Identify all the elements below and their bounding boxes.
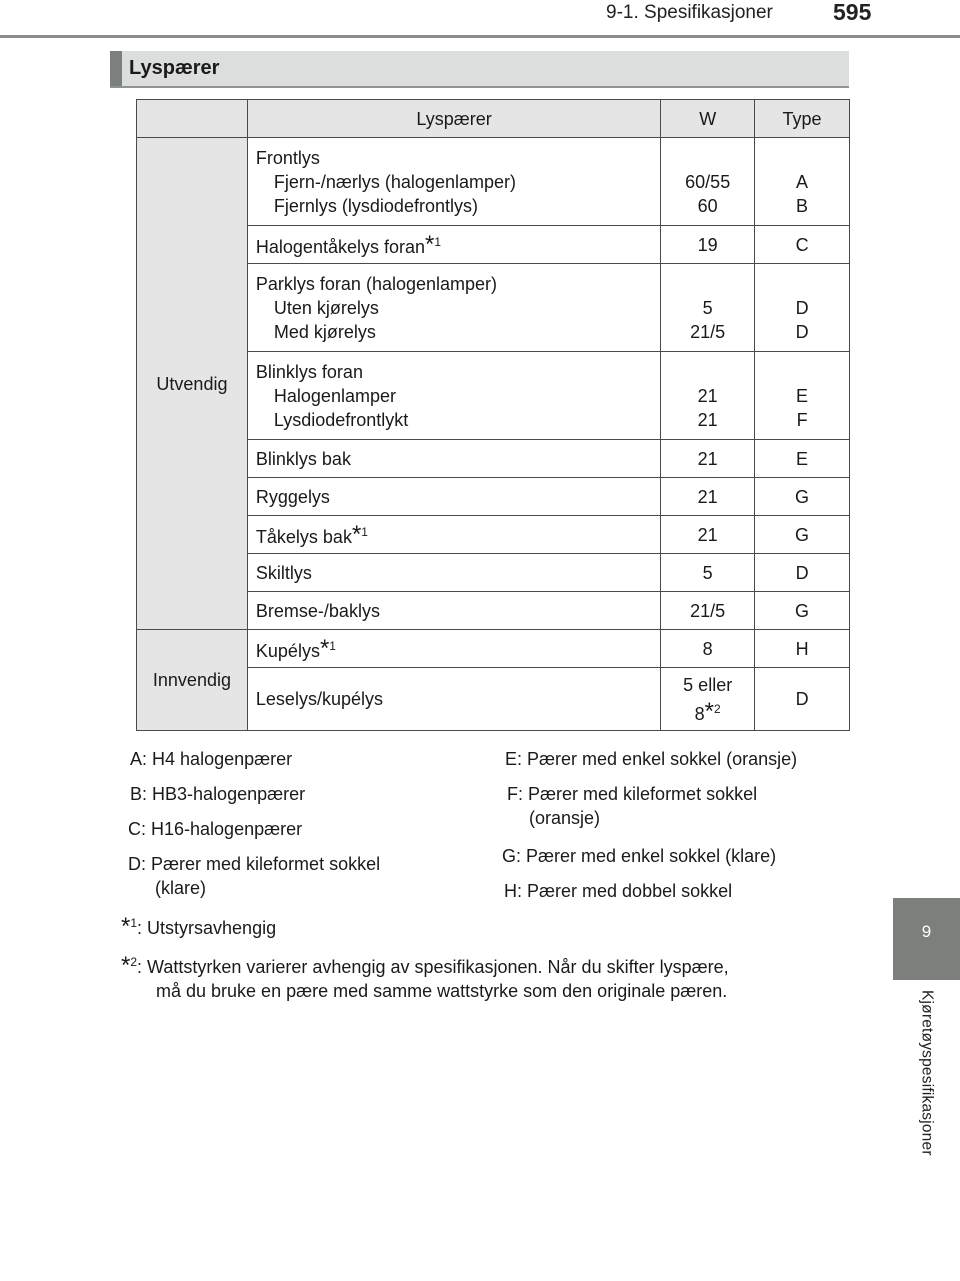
chapter-tab-label: Kjøretøyspesifikasjoner — [918, 990, 936, 1156]
legend-key: C: — [128, 819, 146, 839]
legend-text: Pærer med enkel sokkel (klare) — [526, 846, 777, 866]
footnote-star-icon: * — [319, 635, 330, 662]
bulb-name-cell — [247, 516, 660, 554]
bulb-name-cell — [247, 138, 660, 226]
bulb-name: Tåkelys bak — [255, 527, 352, 547]
footnote-text: må du bruke en pære med samme wattstyrke som den originale pæren. — [156, 981, 728, 1001]
category-exterior: Utvendig — [137, 138, 248, 630]
legend-text: (oransje) — [529, 808, 601, 828]
watt-value: 21 — [697, 385, 718, 406]
watt-cell — [661, 264, 755, 352]
bulb-sub-name: Fjernlys (lysdiodefrontlys) — [273, 195, 478, 216]
type-value: D — [755, 554, 850, 592]
section-header-bar — [110, 51, 122, 86]
bulb-sub-name: Lysdiodefrontlykt — [273, 409, 409, 430]
column-header-watt: W — [661, 100, 755, 138]
chapter-tab-label-container — [893, 990, 960, 1205]
type-value: G — [755, 516, 850, 554]
type-cell — [755, 264, 850, 352]
type-value: B — [796, 195, 809, 216]
bulb-name: Halogentåkelys foran — [255, 237, 426, 257]
legend-key: D: — [128, 854, 146, 874]
watt-value: 21 — [697, 409, 718, 430]
section-header — [110, 51, 849, 88]
watt-cell — [661, 668, 755, 731]
watt-value: 5 — [702, 297, 713, 318]
bulb-name: Frontlys — [255, 147, 320, 168]
bulb-name: Parklys foran (halogenlamper) — [255, 273, 498, 294]
type-value: D — [795, 321, 809, 342]
section-title: Lyspærer — [129, 57, 220, 79]
type-value: E — [755, 440, 850, 478]
type-value: C — [755, 226, 850, 264]
watt-value: 8 — [661, 630, 755, 668]
table-header-corner — [137, 100, 248, 138]
watt-value: 21 — [661, 478, 755, 516]
bulb-sub-name: Halogenlamper — [273, 385, 396, 406]
watt-value: 19 — [661, 226, 755, 264]
footnote-star-icon: * — [704, 697, 715, 725]
chapter-tab[interactable] — [893, 898, 960, 980]
footnote-1 — [121, 911, 276, 940]
chapter-tab-number: 9 — [921, 922, 932, 941]
header-rule — [0, 35, 960, 38]
legend-text: Pærer med kileformet sokkel — [528, 784, 758, 804]
table-row — [137, 138, 850, 226]
footnote-number: 2 — [130, 955, 138, 969]
watt-value: 5 — [661, 554, 755, 592]
watt-value: 60/55 — [685, 171, 731, 192]
bulb-name: Bremse-/baklys — [247, 592, 660, 630]
legend-text: (klare) — [155, 878, 207, 898]
bulb-name: Kupélys — [255, 641, 320, 661]
bulb-name: Blinklys bak — [247, 440, 660, 478]
legend-item-d — [128, 852, 380, 900]
footnote-ref: 1 — [329, 639, 336, 653]
type-value: D — [755, 668, 850, 731]
legend-text: HB3-halogenpærer — [152, 784, 306, 804]
legend-item-h — [504, 879, 732, 903]
header-section-title: 9-1. Spesifikasjoner — [606, 2, 773, 23]
page-number: 595 — [833, 0, 872, 25]
type-value: H — [755, 630, 850, 668]
bulb-name-cell — [247, 264, 660, 352]
footnote-star-icon: * — [121, 952, 131, 979]
legend-text: Pærer med enkel sokkel (oransje) — [527, 749, 798, 769]
legend-item-b — [130, 782, 305, 806]
legend-item-e — [505, 747, 797, 771]
bulb-name-cell — [247, 352, 660, 440]
watt-value: 5 eller — [683, 674, 733, 695]
legend-item-c — [128, 817, 302, 841]
footnote-star-icon: * — [351, 521, 362, 548]
bulb-name-cell — [247, 226, 660, 264]
legend-key: F: — [507, 784, 523, 804]
table-row — [137, 630, 850, 668]
bulb-name-cell — [247, 630, 660, 668]
legend-key: B: — [130, 784, 148, 804]
footnote-star-icon: * — [425, 231, 435, 258]
column-header-type: Type — [755, 100, 850, 138]
type-value: D — [795, 297, 809, 318]
footnote-ref: 1 — [361, 525, 368, 539]
footnote-text: : Wattstyrken varierer avhengig av spesifikasjonen. Når du skifter lyspære, — [137, 957, 729, 977]
bulb-sub-name: Fjern-/nærlys (halogenlamper) — [273, 171, 516, 192]
type-value: G — [755, 592, 850, 630]
footnote-number: 1 — [130, 916, 138, 930]
legend-key: G: — [502, 846, 522, 866]
type-value: F — [796, 409, 808, 430]
bulb-name: Ryggelys — [247, 478, 660, 516]
legend-text: Pærer med dobbel sokkel — [527, 881, 733, 901]
legend-text: H4 halogenpærer — [152, 749, 293, 769]
type-cell — [755, 138, 850, 226]
type-cell — [755, 352, 850, 440]
footnote-2 — [121, 950, 861, 1003]
watt-value: 21 — [661, 516, 755, 554]
footnote-text: : Utstyrsavhengig — [137, 918, 277, 938]
bulb-table — [136, 99, 850, 731]
watt-value: 21/5 — [690, 321, 726, 342]
type-value: E — [796, 385, 809, 406]
footnote-ref: 1 — [434, 235, 442, 249]
legend-item-a — [130, 747, 292, 771]
column-header-bulb: Lyspærer — [247, 100, 660, 138]
table-header-row — [137, 100, 850, 138]
bulb-sub-name: Med kjørelys — [273, 321, 376, 342]
bulb-name: Skiltlys — [247, 554, 660, 592]
type-value: G — [755, 478, 850, 516]
watt-value: 60 — [697, 195, 718, 216]
bulb-sub-name: Uten kjørelys — [273, 297, 379, 318]
legend-item-g — [502, 844, 776, 868]
type-value: A — [796, 171, 809, 192]
footnote-star-icon: * — [121, 913, 131, 940]
watt-value: 8 — [694, 703, 705, 724]
footnote-ref: 2 — [714, 701, 721, 716]
legend-key: A: — [130, 749, 148, 769]
watt-cell — [661, 352, 755, 440]
legend-item-f — [507, 782, 757, 830]
watt-cell — [661, 138, 755, 226]
category-interior: Innvendig — [137, 630, 248, 731]
watt-value: 21/5 — [661, 592, 755, 630]
bulb-name: Leselys/kupélys — [247, 668, 660, 731]
legend-key: H: — [504, 881, 522, 901]
legend-key: E: — [505, 749, 523, 769]
legend-text: H16-halogenpærer — [151, 819, 303, 839]
watt-value: 21 — [661, 440, 755, 478]
bulb-name: Blinklys foran — [255, 361, 363, 382]
legend-text: Pærer med kileformet sokkel — [151, 854, 381, 874]
